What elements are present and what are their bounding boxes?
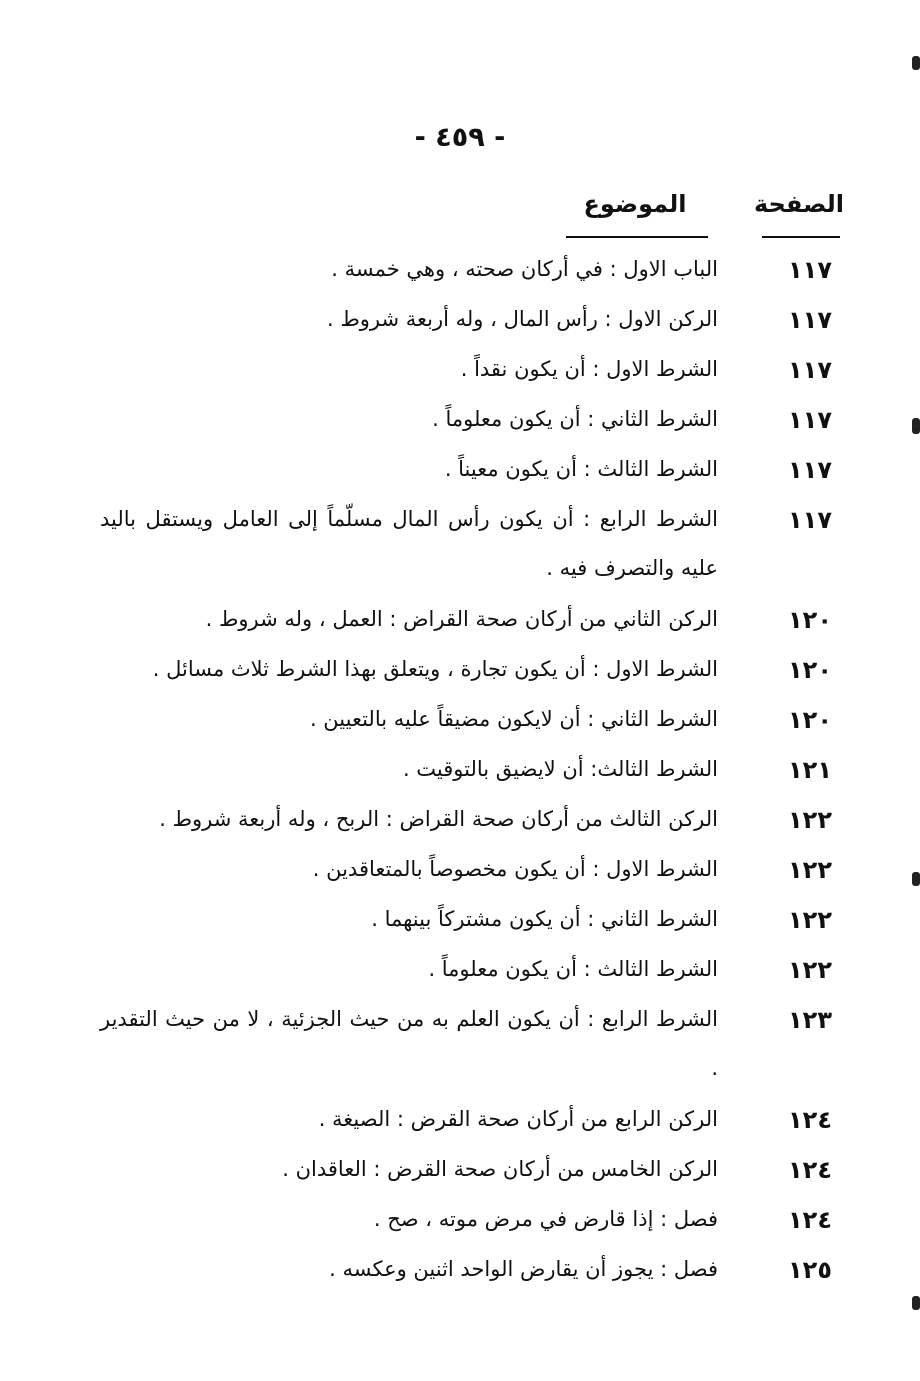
toc-page-number: ١١٧	[788, 456, 832, 484]
toc-page-number: ١٢٥	[788, 1256, 832, 1284]
toc-title: الشرط الرابع : أن يكون رأس المال مسلّماً إلى العامل ويستقل باليد عليه والتصرف فيه .	[100, 507, 718, 580]
toc-page-number: ١١٧	[788, 356, 832, 384]
page-column-header: الصفحة	[753, 190, 844, 218]
toc-title: الركن الخامس من أركان صحة القرض : العاقدان .	[282, 1157, 718, 1181]
scan-edge-mark	[912, 418, 920, 434]
toc-page-number: ١٢٤	[788, 1206, 832, 1234]
toc-title: الشرط الرابع : أن يكون العلم به من حيث الجزئية ، لا من حيث التقدير .	[100, 1007, 718, 1080]
toc-page-number: ١٢٢	[788, 806, 832, 834]
toc-title: الشرط الثالث : أن يكون معلوماً .	[428, 957, 718, 981]
scan-edge-mark	[912, 1296, 920, 1310]
page-column-underline	[762, 236, 840, 238]
toc-title: الركن الثاني من أركان صحة القراض : العمل ، وله شروط .	[205, 607, 718, 631]
toc-title: الشرط الثاني : أن يكون معلوماً .	[432, 407, 718, 431]
toc-page-number: ١٢٢	[788, 956, 832, 984]
toc-title: فصل : يجوز أن يقارض الواحد اثنين وعكسه .	[329, 1257, 718, 1281]
toc-page-number: ١٢٤	[788, 1106, 832, 1134]
toc-page-number: ١٢١	[788, 756, 832, 784]
toc-title: الشرط الثاني : أن يكون مشتركاً بينهما .	[371, 907, 718, 931]
toc-page-number: ١٢٠	[788, 706, 832, 734]
toc-title: الركن الرابع من أركان صحة القرض : الصيغة .	[318, 1107, 718, 1131]
toc-page-number: ١٢٠	[788, 606, 832, 634]
toc-page-number: ١١٧	[788, 406, 832, 434]
scan-edge-mark	[912, 56, 920, 70]
toc-title: الشرط الثالث : أن يكون معيناً .	[444, 457, 718, 481]
toc-title: الركن الاول : رأس المال ، وله أربعة شروط .	[326, 307, 718, 331]
toc-title: الركن الثالث من أركان صحة القراض : الربح ، وله أربعة شروط .	[159, 807, 718, 831]
toc-title: الشرط الاول : أن يكون تجارة ، ويتعلق بهذا الشرط ثلاث مسائل .	[152, 657, 718, 681]
toc-page-number: ١٢٢	[788, 906, 832, 934]
toc-title: الباب الاول : في أركان صحته ، وهي خمسة .	[331, 257, 718, 281]
toc-title: الشرط الاول : أن يكون مخصوصاً بالمتعاقدين .	[312, 857, 718, 881]
toc-page-number: ١١٧	[788, 506, 832, 534]
toc-title: فصل : إذا قارض في مرض موته ، صح .	[373, 1207, 718, 1231]
toc-page-number: ١١٧	[788, 256, 832, 284]
topic-column-underline	[566, 236, 708, 238]
scan-edge-mark	[912, 872, 920, 886]
toc-title: الشرط الثالث: أن لايضيق بالتوقيت .	[402, 757, 718, 781]
topic-column-header: الموضوع	[583, 190, 687, 218]
page-number: - ٤٥٩ -	[414, 122, 506, 153]
toc-page-number: ١١٧	[788, 306, 832, 334]
toc-title: الشرط الثاني : أن لايكون مضيقاً عليه بالتعيين .	[309, 707, 718, 731]
toc-page-number: ١٢٤	[788, 1156, 832, 1184]
toc-page-number: ١٢٢	[788, 856, 832, 884]
toc-title: الشرط الاول : أن يكون نقداً .	[460, 357, 718, 381]
toc-page-number: ١٢٠	[788, 656, 832, 684]
toc-page-number: ١٢٣	[788, 1006, 832, 1034]
